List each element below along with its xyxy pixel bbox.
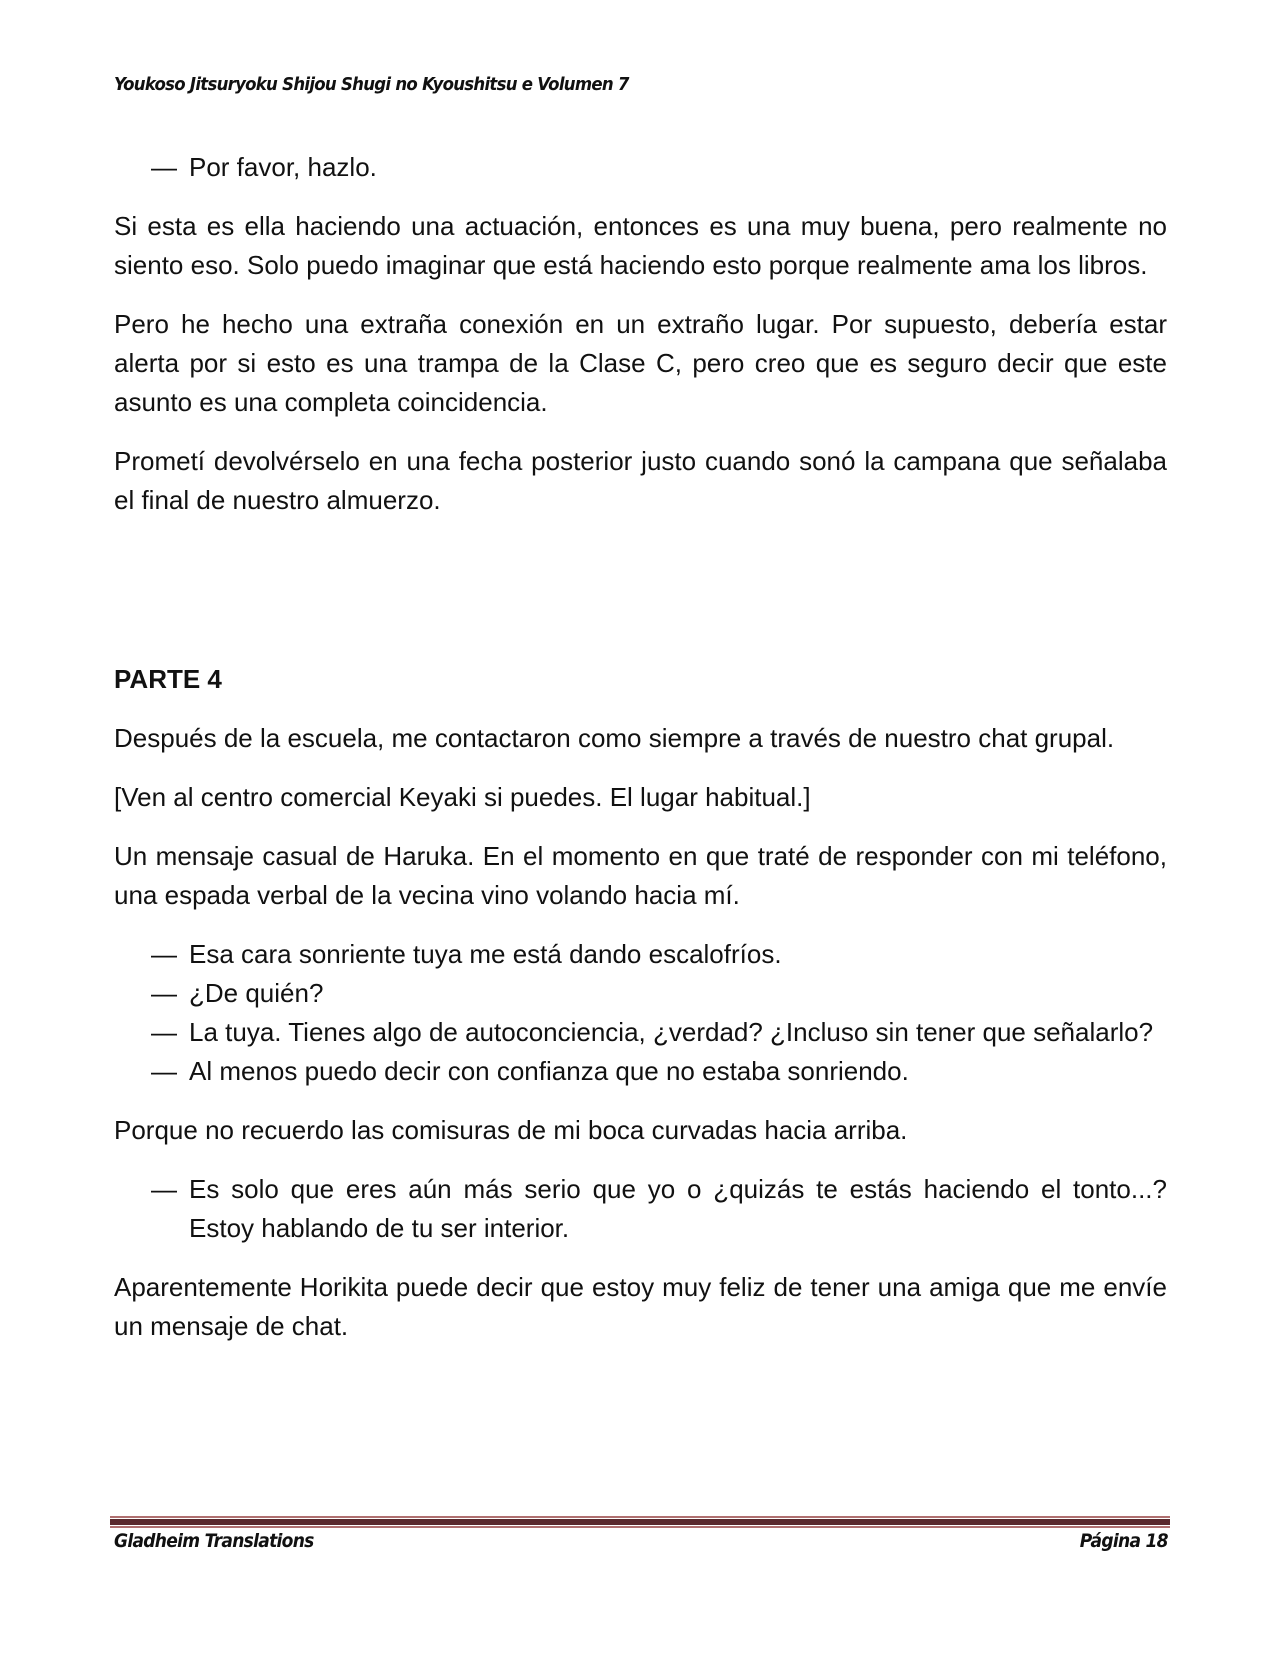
paragraph: Porque no recuerdo las comisuras de mi boca curvadas hacia arriba. [114,1115,908,1145]
dialogue-text: Es solo que eres aún más serio que yo o ¿quizás te estás haciendo el tonto...? Estoy hablando de tu ser interior. [189,1174,1167,1243]
paragraph: Pero he hecho una extraña conexión en un extraño lugar. Por supuesto, debería estar alerta por si esto es una trampa de la Clase C, pero creo que es seguro decir que este asunto es una completa coincidencia. [114,309,1167,417]
running-header: Youkoso Jitsuryoku Shijou Shugi no Kyoushitsu e Volumen 7 [114,74,629,95]
paragraph: Después de la escuela, me contactaron como siempre a través de nuestro chat grupal. [114,723,1115,753]
dash: — [151,1017,177,1047]
dialogue-block [114,1170,1167,1248]
dialogue-line [114,148,1167,187]
footer-rule [110,1519,1170,1525]
paragraph: Prometí devolvérselo en una fecha posterior justo cuando sonó la campana que señalaba el final de nuestro almuerzo. [114,446,1167,515]
dialogue-block [114,935,1167,1091]
footer-publisher: Gladheim Translations [114,1530,314,1552]
dialogue-line [114,1013,1167,1052]
dialogue-text: La tuya. Tienes algo de autoconciencia, ¿verdad? ¿Incluso sin tener que señalarlo? [189,1017,1154,1047]
paragraph: Si esta es ella haciendo una actuación, entonces es una muy buena, pero realmente no siento eso. Solo puedo imaginar que está haciendo esto porque realmente ama los libros. [114,211,1167,280]
dialogue-line [114,974,1167,1013]
footer-rule [110,1516,1170,1518]
footer-rule [110,1526,1170,1528]
paragraph: [Ven al centro comercial Keyaki si puedes. El lugar habitual.] [114,782,811,812]
dash: — [151,978,177,1008]
dialogue-text: Al menos puedo decir con confianza que no estaba sonriendo. [189,1056,909,1086]
dialogue-text: Esa cara sonriente tuya me está dando escalofríos. [189,939,782,969]
paragraph: Un mensaje casual de Haruka. En el momento en que traté de responder con mi teléfono, una espada verbal de la vecina vino volando hacia mí. [114,841,1167,910]
dash: — [151,939,177,969]
dialogue-text: Por favor, hazlo. [189,152,377,182]
paragraph: Aparentemente Horikita puede decir que estoy muy feliz de tener una amiga que me envíe un mensaje de chat. [114,1272,1167,1341]
dialogue-line [114,1170,1167,1248]
dialogue-line [114,935,1167,974]
section-heading: PARTE 4 [114,664,222,694]
dash: — [151,1174,177,1204]
page-body [114,148,1167,1366]
dialogue-text: ¿De quién? [189,978,324,1008]
dialogue-line [114,1052,1167,1091]
dialogue-block [114,148,1167,187]
dash: — [151,152,177,182]
page-number: Página 18 [1079,1530,1168,1552]
dash: — [151,1056,177,1086]
